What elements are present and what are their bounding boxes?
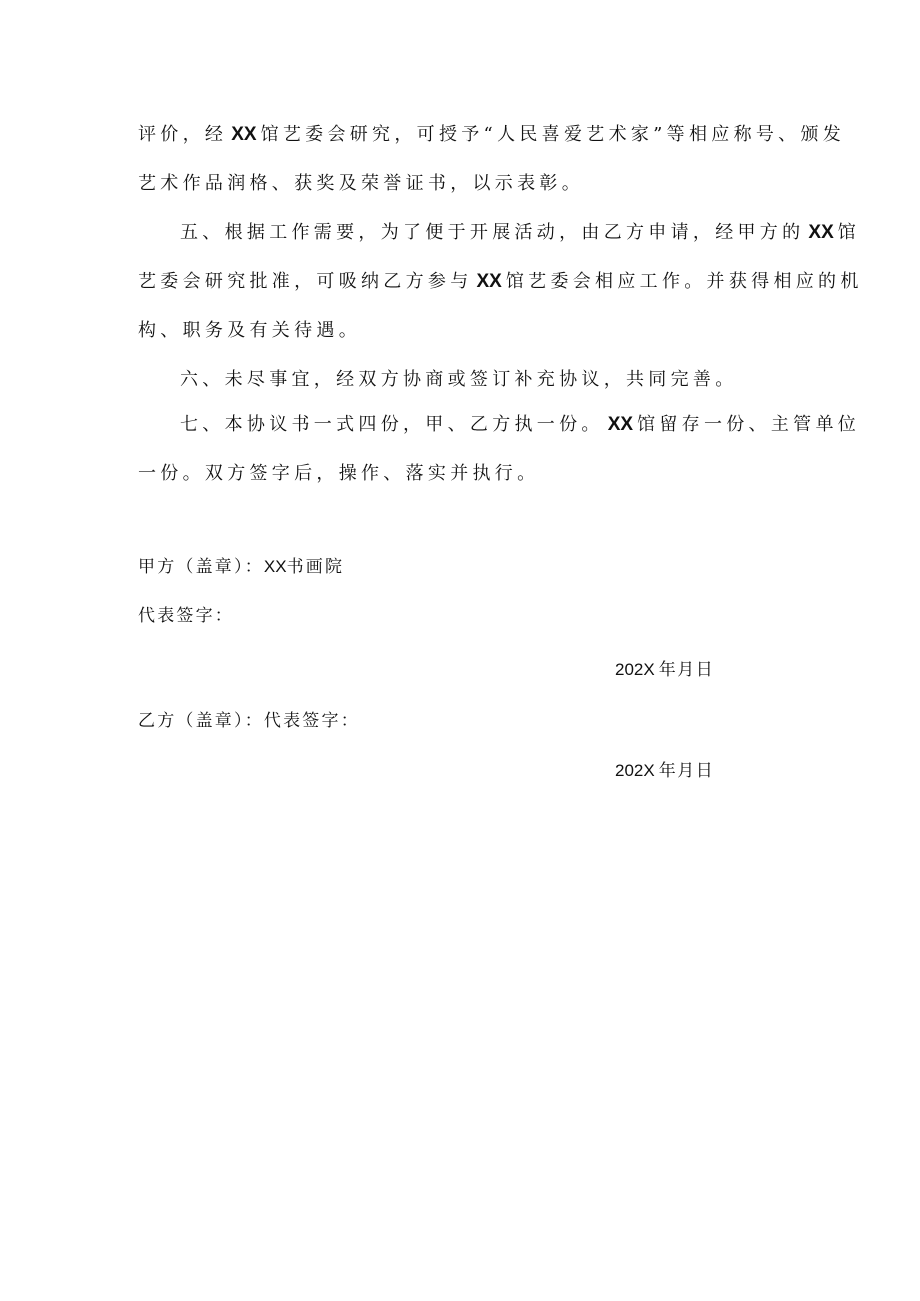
date-line-2 — [615, 760, 714, 782]
party-a-label: 甲方（盖章）： — [138, 557, 264, 577]
text-segment: 艺术作品润格、获奖及荣誉证书，以示表彰。 — [138, 173, 584, 194]
text-segment: 一份。双方签字后，操作、落实并执行。 — [138, 463, 540, 484]
date-suffix: 年月日 — [658, 761, 715, 781]
placeholder-xx: XX — [476, 271, 502, 292]
party-a-name-cn: 书画院 — [286, 557, 345, 577]
paragraph-1-line-2 — [138, 172, 584, 196]
paragraph-3 — [180, 368, 738, 392]
party-a-representative — [138, 605, 234, 627]
text-segment: 构、职务及有关待遇。 — [138, 320, 361, 341]
date-year: 202X — [615, 761, 655, 780]
paragraph-1-line-1 — [138, 123, 845, 147]
text-segment: 艺委会研究批准，可吸纳乙方参与 — [138, 271, 473, 292]
party-b-seal-line — [138, 710, 360, 732]
paragraph-2-line-2 — [138, 270, 863, 294]
text-segment: 七、本协议书一式四份，甲、乙方执一份。 — [180, 414, 604, 435]
party-a-name-latin: XX — [263, 557, 287, 576]
date-year: 202X — [615, 660, 655, 679]
party-a-rep-label: 代表签字： — [138, 606, 234, 626]
paragraph-2-line-1 — [180, 221, 860, 245]
paragraph-4-line-2 — [138, 462, 539, 486]
date-line-1 — [615, 659, 714, 681]
text-segment: 六、未尽事宜，经双方协商或签订补充协议，共同完善。 — [180, 369, 738, 390]
text-segment: 评价，经 — [138, 124, 228, 145]
party-a-seal-line — [138, 556, 344, 578]
text-segment: 馆留存一份、主管单位 — [637, 414, 861, 435]
placeholder-xx: XX — [808, 222, 834, 243]
party-b-label: 乙方（盖章）：代表签字： — [138, 711, 360, 731]
date-suffix: 年月日 — [658, 660, 715, 680]
paragraph-4-line-1 — [180, 413, 860, 437]
placeholder-xx: XX — [607, 414, 634, 435]
text-segment: 馆艺委会研究，可授予“人民喜爱艺术家”等相应称号、颁发 — [260, 124, 846, 145]
text-segment: 五、根据工作需要，为了便于开展活动，由乙方申请，经甲方的 — [180, 222, 805, 243]
text-segment: 馆艺委会相应工作。并获得相应的机 — [505, 271, 863, 292]
paragraph-2-line-3 — [138, 319, 361, 343]
placeholder-xx: XX — [231, 124, 257, 145]
text-segment: 馆 — [837, 222, 861, 243]
